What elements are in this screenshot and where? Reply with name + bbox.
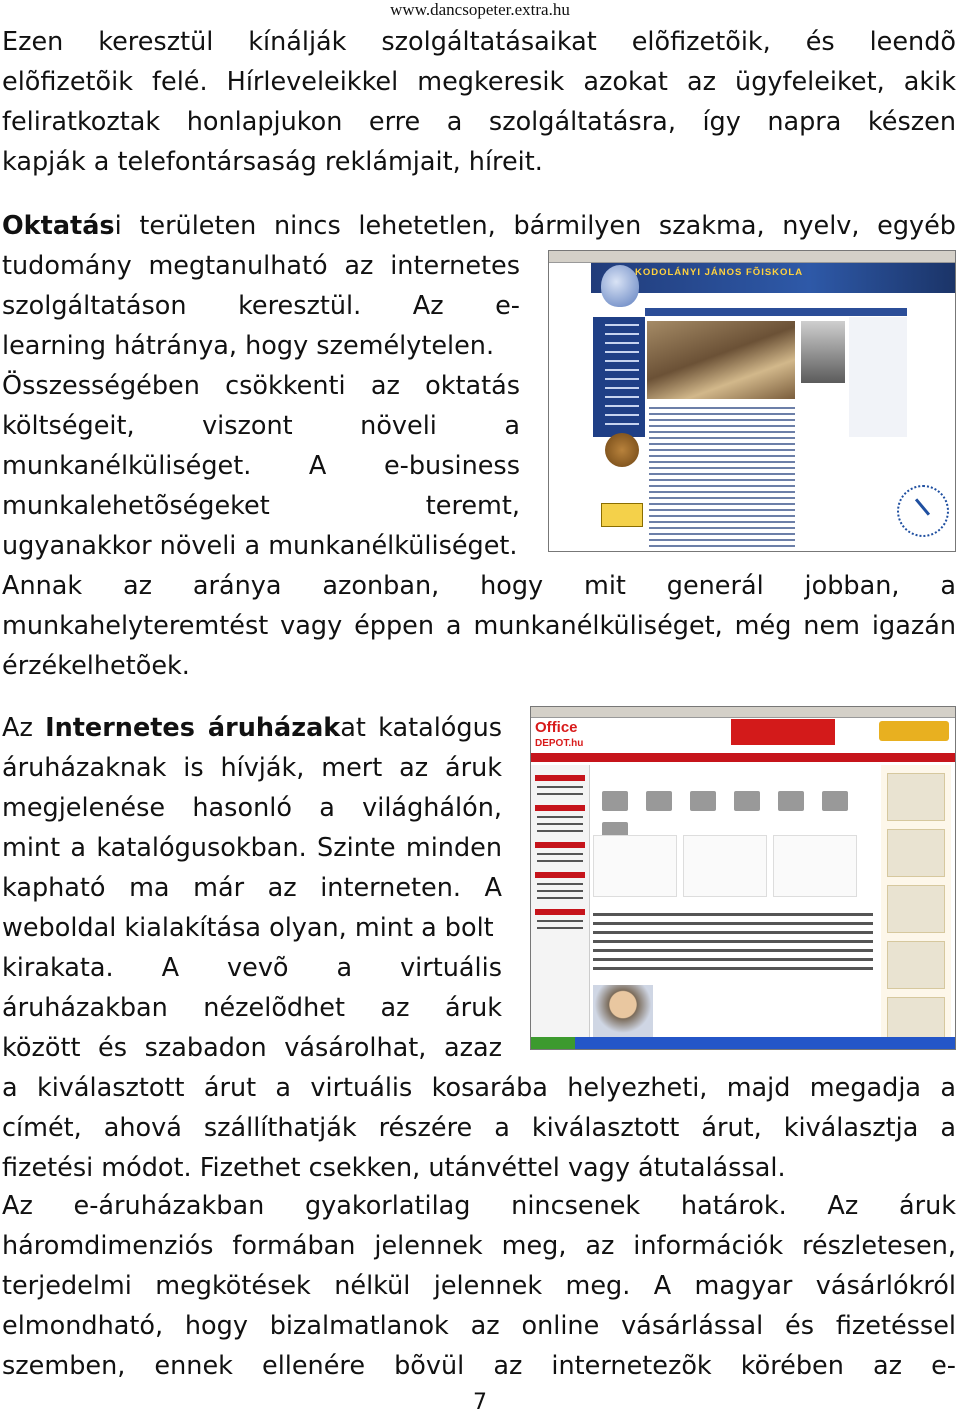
start-button xyxy=(531,1037,575,1049)
product-tile xyxy=(593,835,677,897)
text-line: megjelenése hasonló a világhálón, xyxy=(2,793,502,823)
windows-taskbar xyxy=(531,1037,955,1049)
paragraph-education xyxy=(2,206,956,246)
paragraph-webshops-tail xyxy=(2,1068,956,1188)
text-line: Összességében csökkenti az oktatás xyxy=(2,371,520,401)
text-line: learning hátránya, hogy személytelen. xyxy=(2,331,495,361)
text-line: fizetési módot. Fizethet csekken, utánvéttel vagy átutalással. xyxy=(2,1153,786,1183)
text-fragment: Az xyxy=(2,713,46,743)
text-line: címét, ahová szállíthatják részére a kiválasztott árut, kiválasztja a xyxy=(2,1113,956,1143)
text-line: ugyanakkor növeli a munkanélküliséget. xyxy=(2,531,518,561)
site-right-column xyxy=(849,317,907,437)
college-website-screenshot xyxy=(548,250,956,552)
text-line: kapható ma már az interneten. A xyxy=(2,873,502,903)
seal-image xyxy=(605,433,639,467)
category-icons xyxy=(593,785,883,821)
text-fragment: i területen nincs lehetetlen, bármilyen szakma, nyelv, egyéb xyxy=(114,211,956,241)
banner-title: KODOLÁNYI JÁNOS FÕISKOLA xyxy=(635,267,804,278)
text-line: weboldal kialakítása olyan, mint a bolt xyxy=(2,913,494,943)
text-line: kapják a telefontársaság reklámjait, híreit. xyxy=(2,147,543,177)
product-tile xyxy=(683,835,767,897)
promo-banner xyxy=(731,719,835,745)
text-line: munkahelyteremtést vagy éppen a munkanélküliséget, még nem igazán xyxy=(2,611,956,641)
desktop-area xyxy=(549,263,589,551)
text-line xyxy=(2,708,502,748)
store-right-column xyxy=(881,765,951,1041)
text-line: feliratkoztak honlapjukon erre a szolgáltatásra, így napra készen xyxy=(2,107,956,137)
site-nav-bar xyxy=(645,308,907,316)
bold-term: Internetes áruházak xyxy=(45,713,341,743)
support-person-photo xyxy=(593,985,653,1041)
text-line: között és szabadon vásárolhat, azaz xyxy=(2,1033,502,1063)
text-line: mint a katalógusokban. Szinte minden xyxy=(2,833,502,863)
text-line: elmondható, hogy bizalmatlanok az online vásárlással és fizetéssel xyxy=(2,1311,956,1341)
header-url: www.dancsopeter.extra.hu xyxy=(390,0,570,19)
paragraph-webshops-wrapped xyxy=(2,708,502,1068)
product-list xyxy=(593,907,873,977)
portrait-photo xyxy=(801,321,845,383)
paragraph-newsletter xyxy=(2,22,956,182)
text-line: szemben, ennek ellenére bõvül az internetezõk körében az e- xyxy=(2,1351,956,1381)
text-line: Az e-áruházakban gyakorlatilag nincsenek határok. Az áruk xyxy=(2,1191,956,1221)
product-tile xyxy=(773,835,857,897)
text-fragment: at katalógus xyxy=(340,713,503,743)
browser-toolbar xyxy=(549,251,955,263)
text-line: Ezen keresztül kínálják szolgáltatásaikat elõfizetõik, és leendõ xyxy=(2,27,956,57)
article-text xyxy=(649,403,795,547)
college-logo xyxy=(601,265,639,307)
text-line: munkanélküliséget. A e-business xyxy=(2,451,520,481)
text-line: munkalehetõségeket teremt, xyxy=(2,491,520,521)
clock-icon xyxy=(897,485,949,537)
store-logo: Office DEPOT.hu xyxy=(535,719,584,749)
text-line: háromdimenziós formában jelennek meg, az információk részletesen, xyxy=(2,1231,956,1261)
text-line: a kiválasztott árut a virtuális kosarába helyezheti, majd megadja a xyxy=(2,1073,956,1103)
site-side-menu xyxy=(593,317,645,437)
text-line: költségeit, viszont növeli a xyxy=(2,411,520,441)
text-line xyxy=(2,206,956,246)
students-photo xyxy=(647,321,795,399)
text-line: kirakata. A vevõ a virtuális xyxy=(2,953,502,983)
site-banner xyxy=(591,263,955,293)
browser-toolbar xyxy=(531,707,955,718)
store-left-nav xyxy=(531,765,590,1041)
text-line: tudomány megtanulható az internetes xyxy=(2,251,520,281)
page-number: 7 xyxy=(473,1390,487,1415)
text-line: érzékelhetõek. xyxy=(2,651,190,681)
text-line: Annak az aránya azonban, hogy mit generál jobban, a xyxy=(2,571,956,601)
welcome-banner xyxy=(879,721,949,741)
paragraph-eshops xyxy=(2,1186,956,1386)
text-line: elõfizetõik felé. Hírleveleikkel megkeresik azokat az ügyfeleiket, akik xyxy=(2,67,956,97)
bold-term: Oktatás xyxy=(2,211,115,241)
banner-badge xyxy=(601,503,643,527)
paragraph-education-wrapped xyxy=(2,246,520,566)
text-line: áruházakban nézelõdhet az áruk xyxy=(2,993,502,1023)
store-category-bar xyxy=(531,753,955,762)
paragraph-education-tail xyxy=(2,566,956,686)
text-line: szolgáltatáson keresztül. Az e- xyxy=(2,291,520,321)
office-depot-screenshot xyxy=(530,706,956,1050)
text-line: áruházaknak is hívják, mert az áruk xyxy=(2,753,502,783)
text-line: terjedelmi megkötések nélkül jelennek meg. A magyar vásárlókról xyxy=(2,1271,956,1301)
